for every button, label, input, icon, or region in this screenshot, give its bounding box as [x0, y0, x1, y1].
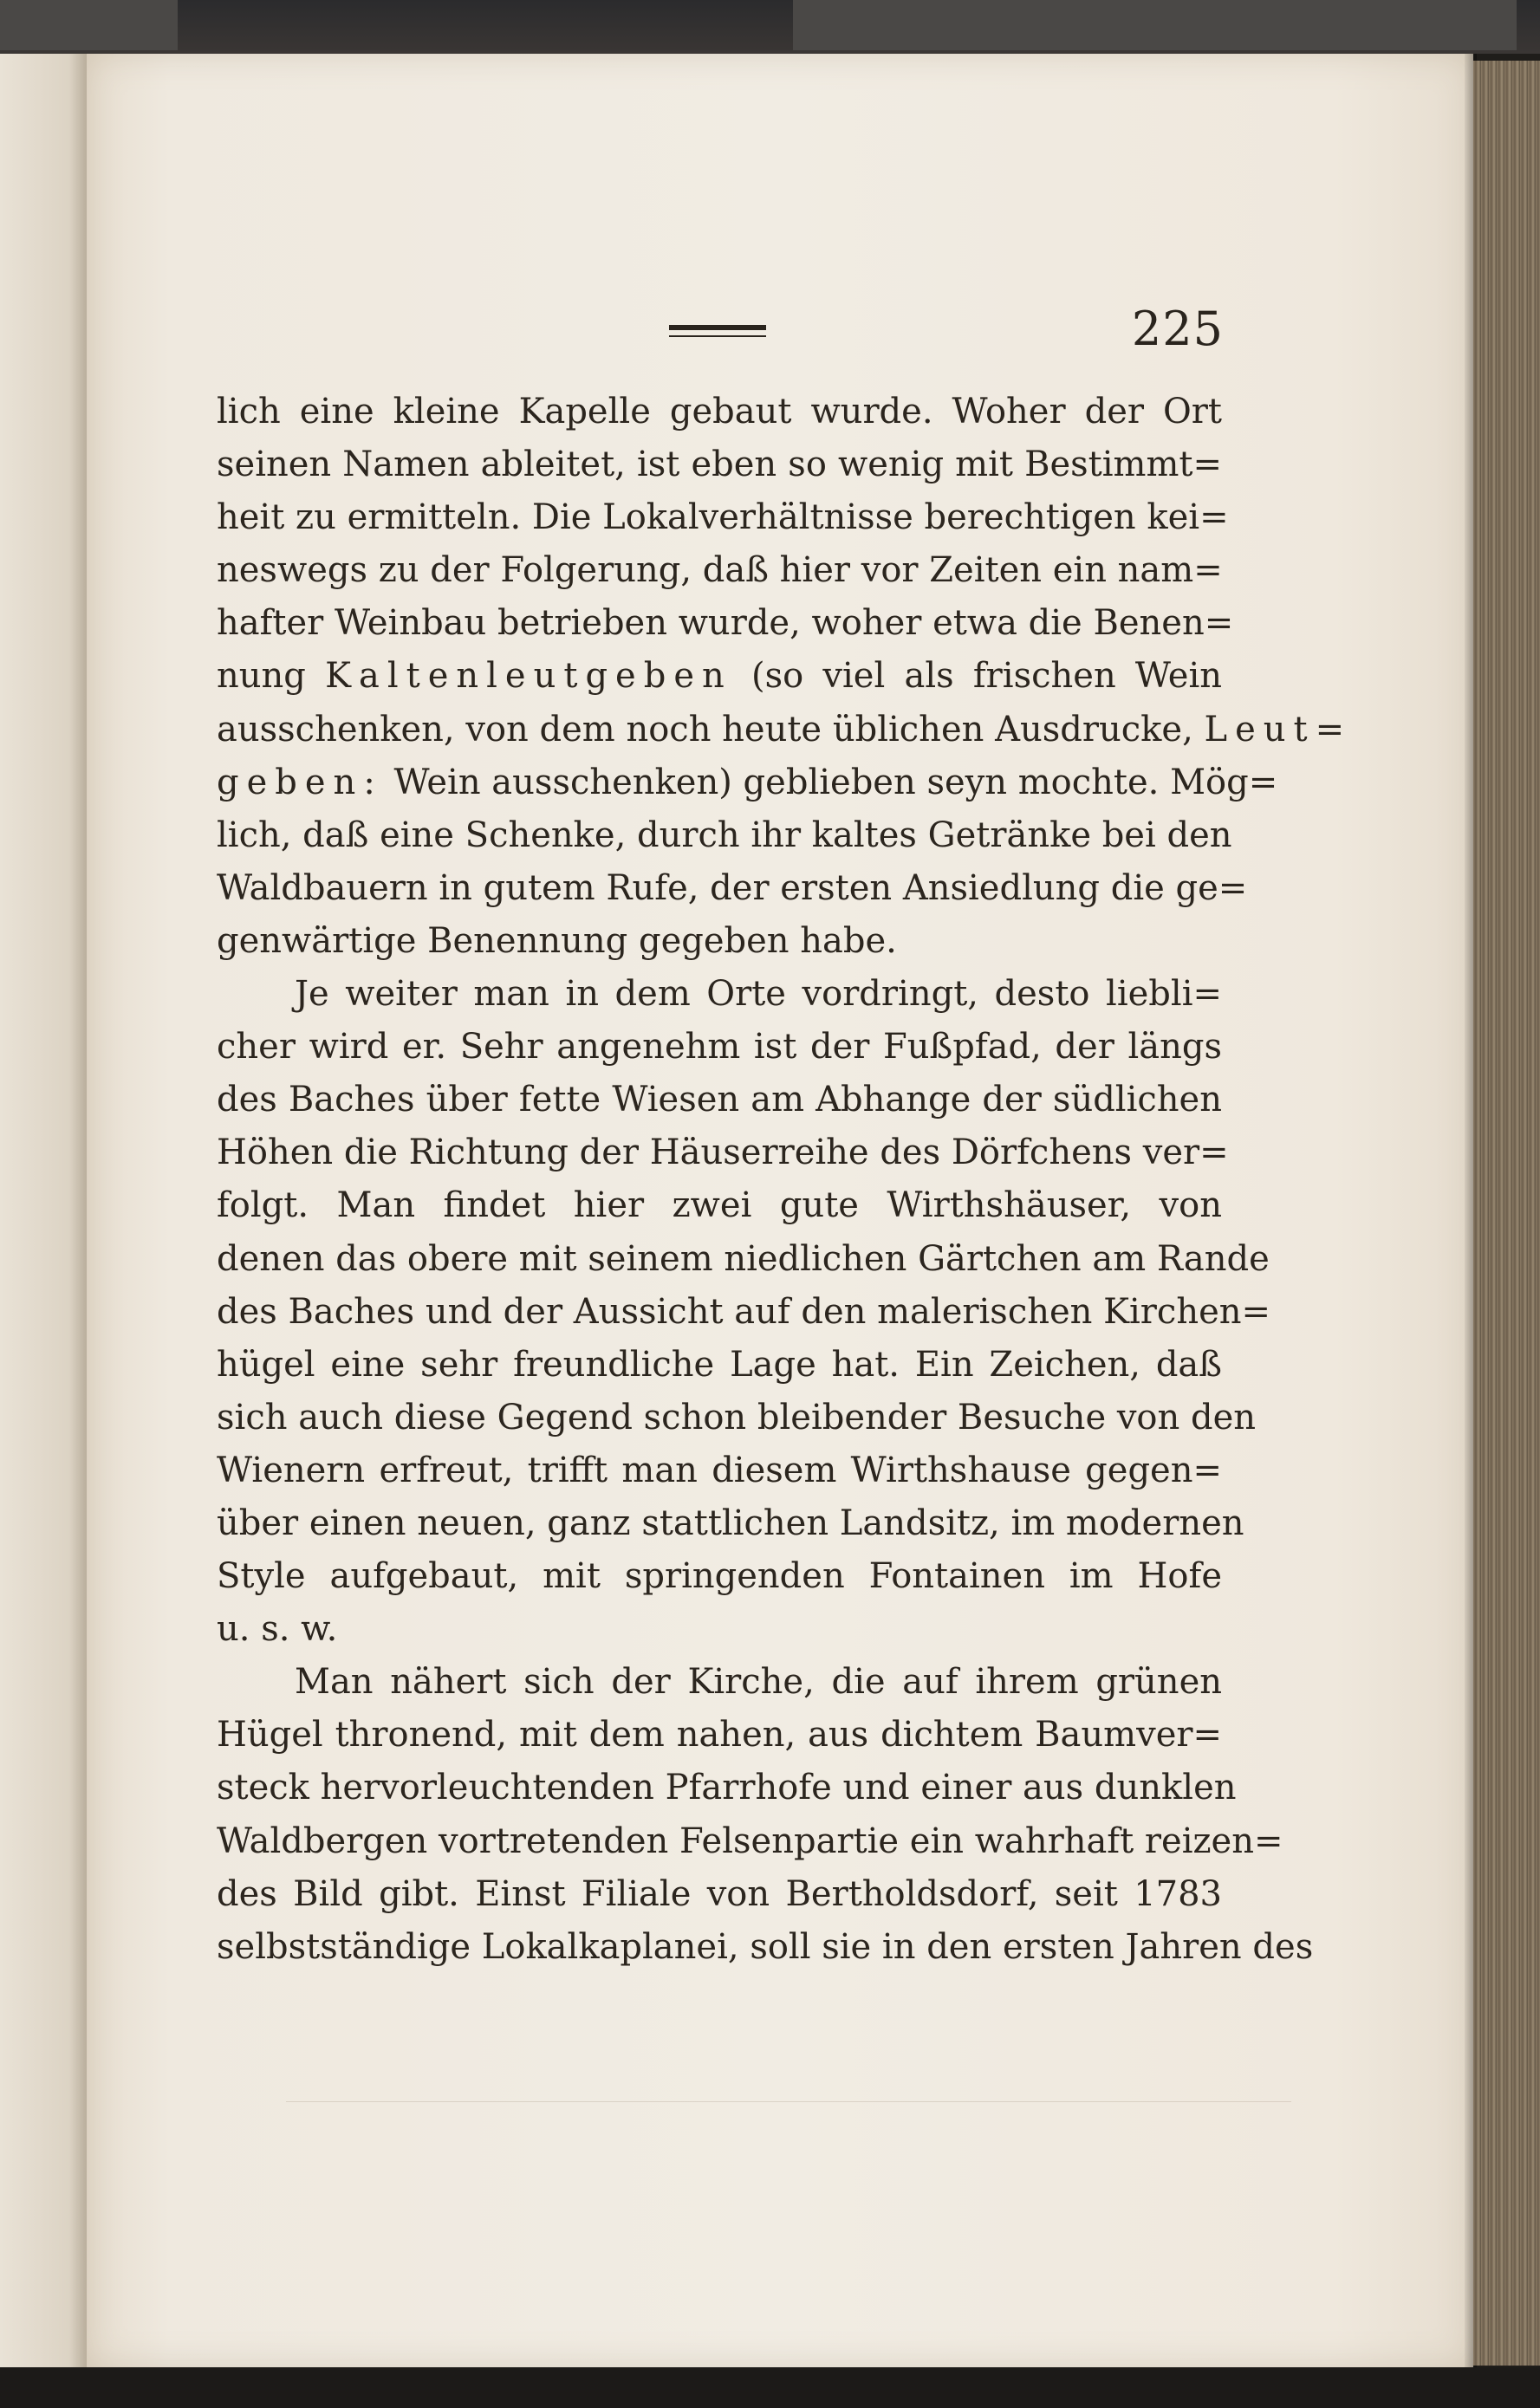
book-cover-top-left — [0, 0, 178, 50]
emphasized-word: Leut= — [1204, 709, 1353, 750]
text-line: Style aufgebaut, mit springenden Fontainen im Hofe — [217, 1556, 1222, 1597]
page-number: 225 — [1131, 302, 1224, 356]
text-line: Man nähert sich der Kirche, die auf ihrem grünen — [295, 1662, 1222, 1703]
text-line: hafter Weinbau betrieben wurde, woher etwa die Benen= — [217, 603, 1234, 644]
text-segment: Wein ausschenken) geblieben seyn mochte. Mög= — [382, 762, 1278, 802]
faint-rule — [286, 2101, 1291, 2102]
text-line: lich, daß eine Schenke, durch ihr kaltes Getränke bei den — [217, 815, 1232, 855]
text-line: folgt. Man findet hier zwei gute Wirthshäuser, von — [217, 1185, 1222, 1226]
text-line: neswegs zu der Folgerung, daß hier vor Zeiten ein nam= — [217, 550, 1223, 591]
text-line: des Bild gibt. Einst Filiale von Bertholdsdorf, seit 1783 — [217, 1873, 1222, 1914]
text-line: Höhen die Richtung der Häuserreihe des Dörfchens ver= — [217, 1133, 1229, 1173]
book-cover-top-right — [793, 0, 1517, 50]
text-line: Je weiter man in dem Orte vordringt, desto liebli= — [295, 974, 1222, 1015]
text-line: genwärtige Benennung gegeben habe. — [217, 920, 897, 961]
text-line — [217, 756, 1278, 809]
emphasized-word: Kaltenleutgeben — [325, 656, 732, 697]
scanner-background-top — [0, 0, 1540, 54]
text-line: Waldbauern in gutem Rufe, der ersten Ansiedlung die ge= — [217, 867, 1248, 908]
text-line: lich eine kleine Kapelle gebaut wurde. Woher der Ort — [217, 392, 1222, 432]
text-line: des Baches und der Aussicht auf den malerischen Kirchen= — [217, 1291, 1271, 1332]
text-line: steck hervorleuchtenden Pfarrhofe und einer aus dunklen — [217, 1768, 1237, 1808]
text-line: über einen neuen, ganz stattlichen Landsitz, im modernen — [217, 1503, 1244, 1543]
page-stack-edge — [1473, 61, 1540, 2366]
emphasized-word: geben: — [217, 762, 383, 802]
text-line: sich auch diese Gegend schon bleibender Besuche von den — [217, 1397, 1257, 1438]
text-segment: (so viel als frischen Wein — [731, 656, 1222, 697]
text-line: selbstständige Lokalkaplanei, soll sie in den ersten Jahren des — [217, 1926, 1314, 1967]
text-line: Hügel thronend, mit dem nahen, aus dichtem Baumver= — [217, 1715, 1222, 1756]
text-line: heit zu ermitteln. Die Lokalverhältnisse berechtigen kei= — [217, 497, 1229, 538]
text-line: hügel eine sehr freundliche Lage hat. Ein Zeichen, daß — [217, 1344, 1222, 1385]
text-line: Wienern erfreut, trifft man diesem Wirthshause gegen= — [217, 1450, 1222, 1490]
text-line: denen das obere mit seinem niedlichen Gärtchen am Rande — [217, 1238, 1270, 1279]
text-line: cher wird er. Sehr angenehm ist der Fußpfad, der längs — [217, 1027, 1222, 1068]
text-line: des Baches über fette Wiesen am Abhange der südlichen — [217, 1080, 1222, 1120]
text-line: seinen Namen ableitet, ist eben so wenig mit Bestimmt= — [217, 445, 1222, 485]
scanner-background-bottom — [0, 2367, 1540, 2408]
body-text — [217, 386, 1353, 1974]
text-line — [217, 650, 1222, 703]
text-line: Waldbergen vortretenden Felsenpartie ein wahrhaft reizen= — [217, 1821, 1283, 1861]
header-ornament-rule — [669, 325, 766, 337]
text-segment: ausschenken, von dem noch heute üblichen Ausdrucke, — [217, 709, 1205, 750]
text-line — [217, 704, 1353, 756]
facing-page-edge — [0, 54, 88, 2367]
text-line: u. s. w. — [217, 1609, 338, 1650]
text-segment: nung — [217, 656, 326, 697]
